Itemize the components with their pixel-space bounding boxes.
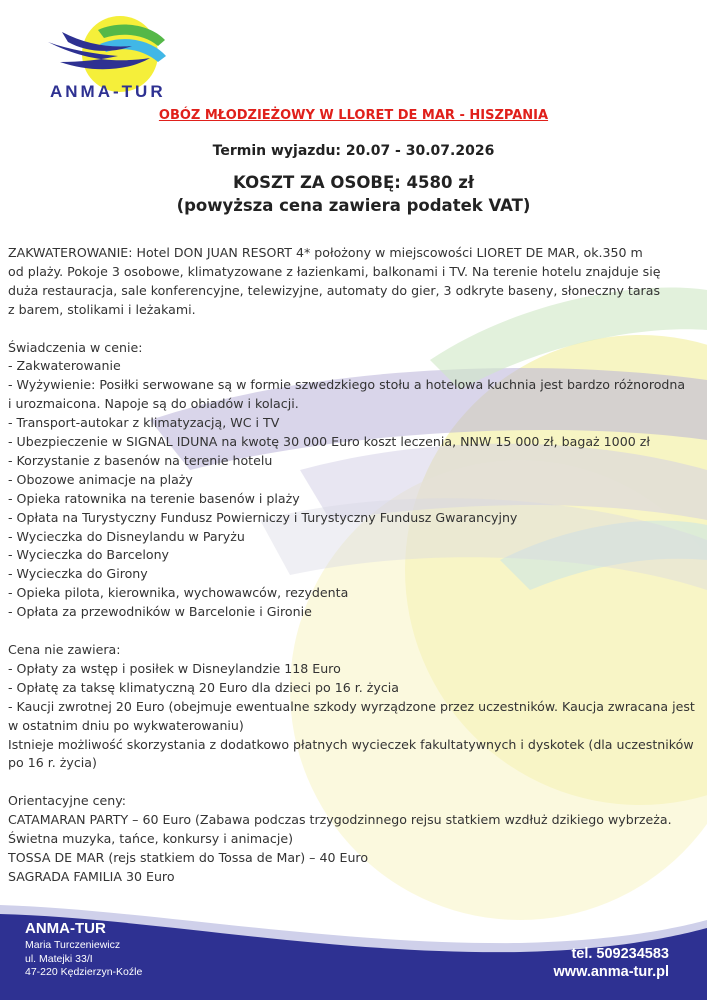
- price-item: SAGRADA FAMILIA 30 Euro: [8, 868, 175, 884]
- included-item: - Opieka ratownika na terenie basenów i plaży: [8, 490, 300, 506]
- not-included-item: po 16 r. życia): [8, 755, 97, 771]
- not-included-item: - Opłatę za taksę klimatyczną 20 Euro dla dzieci po 16 r. życia: [8, 679, 399, 695]
- not-included-item: Istnieje możliwość skorzystania z dodatkowo płatnych wycieczek fakultatywnych i dyskotek (dla uczestników: [8, 736, 694, 752]
- price-block: [0, 171, 707, 217]
- included-item: - Transport-autokar z klimatyzacją, WC i TV: [8, 415, 280, 431]
- accommodation-line: ZAKWATEROWANIE: Hotel DON JUAN RESORT 4* położony w miejscowości LIORET DE MAR, ok.350 m: [8, 245, 643, 260]
- price-item: CATAMARAN PARTY – 60 Euro (Zabawa podczas trzygodzinnego rejsu statkiem wzdłuż dzikiego wybrzeża.: [8, 812, 672, 828]
- not-included-item: - Opłaty za wstęp i posiłek w Disneylandzie 118 Euro: [8, 660, 341, 676]
- footer-phone[interactable]: tel. 509234583: [571, 946, 669, 962]
- included-item: - Zakwaterowanie: [8, 358, 121, 374]
- included-item: - Ubezpieczenie w SIGNAL IDUNA na kwotę 30 000 Euro koszt leczenia, NNW 15 000 zł, bagaż 1000 zł: [8, 434, 650, 450]
- departure-term: Termin wyjazdu: 20.07 - 30.07.2026: [212, 143, 495, 159]
- included-item: i urozmaicona. Napoje są do obiadów i kolacji.: [8, 396, 299, 412]
- included-item: - Korzystanie z basenów na terenie hotelu: [8, 452, 273, 468]
- not-included-item: w ostatnim dniu po wykwaterowaniu): [8, 717, 244, 733]
- not-included-heading: Cena nie zawiera:: [8, 642, 121, 657]
- footer-person: Maria Turczeniewicz: [25, 939, 121, 951]
- logo-name: ANMA-TUR: [50, 82, 166, 101]
- accommodation-line: z barem, stolikami i leżakami.: [8, 301, 196, 317]
- included-item: - Opłata na Turystyczny Fundusz Powierniczy i Turystyczny Fundusz Gwarancyjny: [8, 509, 518, 525]
- footer-contact: [554, 945, 669, 981]
- accommodation-line: od plaży. Pokoje 3 osobowe, klimatyzowane z łazienkami, balkonami i TV. Na terenie hotelu znajduje się: [8, 263, 661, 279]
- included-item: - Opłata za przewodników w Barcelonie i Gironie: [8, 604, 312, 620]
- included-item: - Wycieczka do Girony: [8, 566, 148, 582]
- footer-website-link[interactable]: www.anma-tur.pl: [553, 964, 669, 980]
- footer-company: ANMA-TUR: [25, 920, 106, 937]
- included-item: - Wycieczka do Barcelony: [8, 547, 170, 563]
- footer-city: 47-220 Kędzierzyn-Koźle: [25, 966, 143, 978]
- prices-heading: Orientacyjne ceny:: [8, 793, 127, 809]
- included-item: - Obozowe animacje na plaży: [8, 471, 193, 487]
- included-item: - Wyżywienie: Posiłki serwowane są w formie szwedzkiego stołu a hotelowa kuchnia jest bardzo różnorodna: [8, 377, 686, 393]
- included-item: - Wycieczka do Disneylandu w Paryżu: [8, 528, 245, 544]
- footer-address: [25, 939, 142, 980]
- included-heading: Świadczenia w cenie:: [8, 339, 143, 355]
- included-item: - Opieka pilota, kierownika, wychowawców, rezydenta: [8, 585, 349, 601]
- offer-body: [8, 244, 703, 887]
- page-title: OBÓZ MŁODZIEŻOWY W LLORET DE MAR - HISZPANIA: [158, 108, 549, 123]
- vat-note: (powyższa cena zawiera podatek VAT): [176, 196, 531, 215]
- price-item: TOSSA DE MAR (rejs statkiem do Tossa de Mar) – 40 Euro: [8, 849, 369, 865]
- price-item: Świetna muzyka, tańce, konkursy i animacje): [8, 831, 293, 847]
- accommodation-line: duża restauracja, sale konferencyjne, telewizyjne, automaty do gier, 3 odkryte baseny, słoneczny taras: [8, 282, 661, 298]
- price-line: KOSZT ZA OSOBĘ: 4580 zł: [233, 173, 474, 192]
- footer-street: ul. Matejki 33/I: [25, 952, 93, 965]
- not-included-item: - Kaucji zwrotnej 20 Euro (obejmuje ewentualne szkody wyrządzone przez uczestników. Kaucja zwracana jest: [8, 698, 695, 714]
